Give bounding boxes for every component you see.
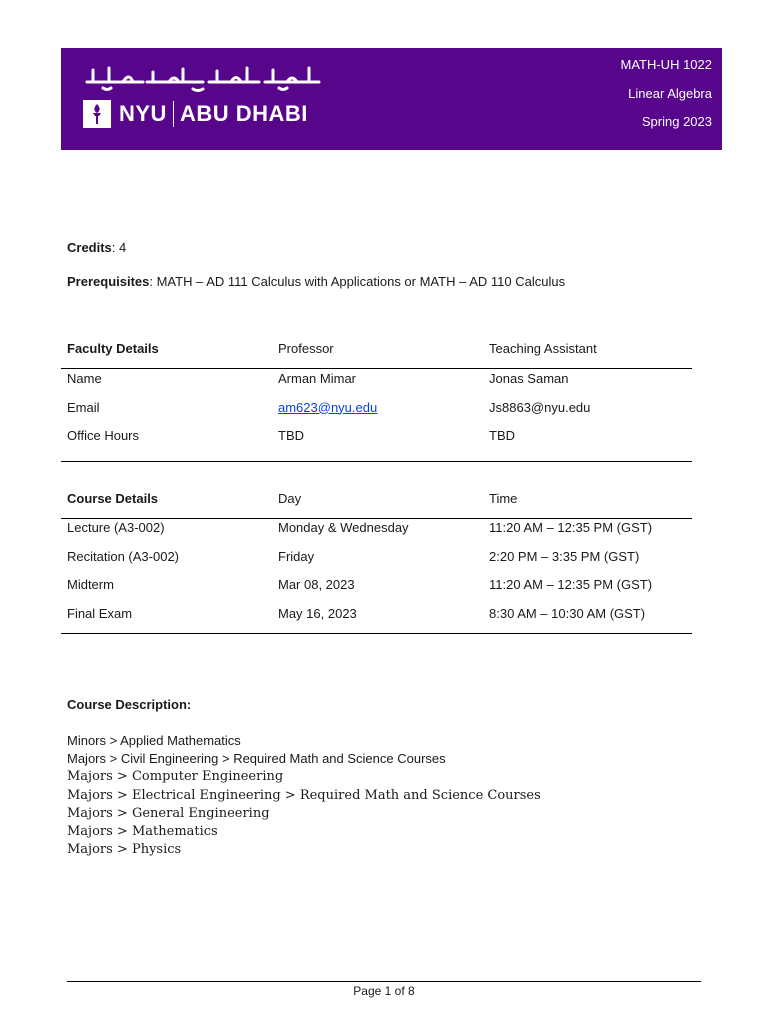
ta-name: Jonas Saman bbox=[489, 371, 569, 386]
course-row-time: 8:30 AM – 10:30 AM (GST) bbox=[489, 605, 646, 621]
logo-divider bbox=[173, 101, 174, 127]
faculty-table-header bbox=[61, 336, 692, 365]
table-row bbox=[61, 601, 692, 630]
course-row-time: 11:20 AM – 12:35 PM (GST) bbox=[489, 520, 653, 535]
faculty-row-label: Name bbox=[67, 371, 102, 386]
course-table-bottom-rule bbox=[61, 633, 692, 634]
table-row bbox=[61, 544, 692, 573]
course-row-day: Friday bbox=[278, 548, 315, 564]
prerequisites-line bbox=[67, 274, 565, 289]
course-header-time: Time bbox=[489, 491, 518, 506]
course-row-label: Final Exam bbox=[67, 605, 133, 621]
table-row bbox=[61, 515, 692, 544]
professor-email-link[interactable]: am623@nyu.edu bbox=[278, 399, 378, 415]
ta-email: Js8863@nyu.edu bbox=[489, 399, 591, 415]
prerequisites-value: : MATH – AD 111 Calculus with Applications or MATH – AD 110 Calculus bbox=[149, 274, 566, 289]
header-banner bbox=[61, 48, 722, 150]
faculty-table-body bbox=[61, 366, 692, 452]
course-row-day: Monday & Wednesday bbox=[278, 520, 409, 535]
course-table-body bbox=[61, 515, 692, 629]
list-item: Majors > Computer Engineering bbox=[67, 769, 284, 785]
course-header-details: Course Details bbox=[67, 491, 159, 506]
course-title: Linear Algebra bbox=[628, 85, 712, 101]
faculty-header-professor: Professor bbox=[278, 341, 334, 356]
professor-name: Arman Mimar bbox=[278, 371, 357, 386]
credits-label: Credits bbox=[67, 240, 112, 255]
nyu-abu-dhabi-logo bbox=[83, 98, 308, 130]
course-header-day: Day bbox=[278, 491, 302, 506]
prerequisites-label: Prerequisites bbox=[67, 274, 150, 289]
course-row-label: Midterm bbox=[67, 577, 114, 593]
list-item: Minors > Applied Mathematics bbox=[67, 733, 241, 748]
course-row-time: 11:20 AM – 12:35 PM (GST) bbox=[489, 577, 653, 593]
torch-icon bbox=[83, 100, 111, 128]
faculty-header-ta: Teaching Assistant bbox=[489, 341, 597, 356]
logo-abu-dhabi-text: ABU DHABI bbox=[179, 101, 308, 126]
list-item: Majors > Civil Engineering > Required Math and Science Courses bbox=[67, 751, 446, 767]
credits-line bbox=[67, 240, 126, 255]
nyu-abu-dhabi-arabic-logo bbox=[83, 62, 323, 92]
course-row-day: May 16, 2023 bbox=[278, 605, 357, 621]
faculty-row-label: Office Hours bbox=[67, 428, 140, 444]
faculty-table bbox=[61, 336, 692, 365]
course-row-day: Mar 08, 2023 bbox=[278, 577, 355, 593]
course-info bbox=[620, 56, 712, 142]
professor-office-hours: TBD bbox=[278, 428, 304, 444]
table-row bbox=[61, 423, 692, 452]
table-row bbox=[61, 395, 692, 424]
faculty-header-details: Faculty Details bbox=[67, 341, 159, 356]
table-row bbox=[61, 366, 692, 395]
ta-office-hours: TBD bbox=[489, 428, 515, 444]
course-term: Spring 2023 bbox=[641, 114, 712, 129]
course-row-label: Recitation (A3-002) bbox=[67, 548, 179, 564]
page-number: Page 1 of 8 bbox=[353, 984, 415, 998]
course-row-label: Lecture (A3-002) bbox=[67, 520, 165, 535]
list-item: Majors > Mathematics bbox=[67, 823, 218, 839]
course-code: MATH-UH 1022 bbox=[620, 57, 712, 72]
list-item: Majors > Physics bbox=[67, 842, 182, 858]
logo-nyu-text: NYU bbox=[119, 101, 167, 126]
course-description-list bbox=[67, 732, 541, 859]
faculty-row-label: Email bbox=[67, 399, 100, 415]
faculty-table-bottom-rule bbox=[61, 461, 692, 462]
list-item: Majors > General Engineering bbox=[67, 805, 270, 821]
course-description-title: Course Description: bbox=[67, 697, 192, 712]
course-table-header bbox=[61, 486, 692, 515]
course-row-time: 2:20 PM – 3:35 PM (GST) bbox=[489, 548, 640, 564]
list-item: Majors > Electrical Engineering > Required Math and Science Courses bbox=[67, 787, 541, 803]
table-row bbox=[61, 572, 692, 601]
footer-rule bbox=[67, 981, 701, 982]
credits-value: : 4 bbox=[111, 240, 127, 255]
course-table bbox=[61, 486, 692, 515]
